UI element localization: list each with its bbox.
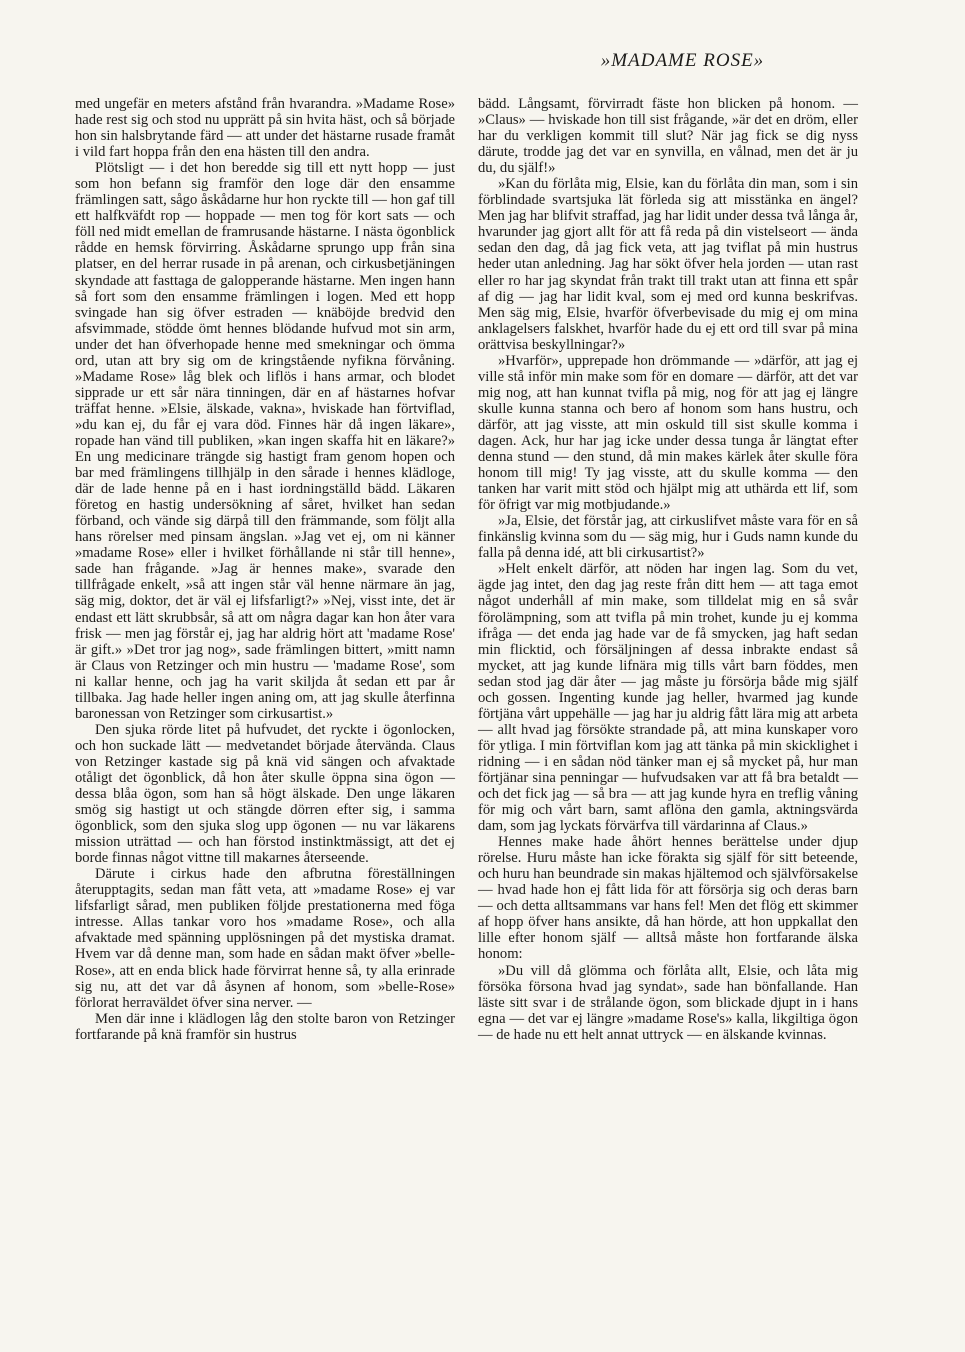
right-column: [478, 96, 858, 1043]
paragraph: »Helt enkelt därför, att nöden har ingen lag. Som du vet, ägde jag intet, den dag jag reste från ditt hem — att taga emot något underhåll af min make, som tilldelat mig en så svår förolämpning, som att tvifla på min trohet, kunde ju ej komma ifråga — det enda jag hade var de få smycken, jag haft sedan min flicktid, och försäljningen af dessa inbrakte endast så mycket, att jag kunde lifnära mig tills vårt barn föddes, men sedan stod jag där åter — jag måste ju försörja både mig själf och gossen. Ingenting kunde jag heller, hvarmed jag kunde förtjäna vårt uppehälle — jag har ju aldrig fått lära mig att arbeta — allt hvad jag försökte strandade på, att mina kunskaper voro för ytliga. I min förtviflan kom jag att tänka på min skicklighet i ridning — i en sådan nöd tänker man ej så mycket på, hur man förtjänar sina penningar — hufvudsaken var att få bra betaldt — och det fick jag — så bra — att jag kunde hyra en treflig våning för mig och vårt barn, samt aflöna den gamla, aktningsvärda dam, som jag lyckats förvärfva till värdarinna af Claus.»: [478, 561, 858, 835]
paragraph: bädd. Långsamt, förvirradt fäste hon blicken på honom. — »Claus» — hviskade hon till sist frågande, »är det en dröm, eller har du verkligen kommit till slut? När jag fick se dig nyss därute, trodde jag det var en synvilla, en vålnad, men det är ju du, du själf!»: [478, 96, 858, 177]
paragraph: Därute i cirkus hade den afbrutna föreställningen återupptagits, sedan man fått veta, att »madame Rose» ej var lifsfarligt sårad, men publiken följde prestationerna med föga intresse. Allas tankar voro hos »madame Rose», och alla afvaktade med spänning upplösningen på det mystiska dramat. Hvem var då denne man, som hade en sådan makt öfver »belle-Rose», att en enda blick hade förvirrat henne så, ty alla erinrade sig nu, att det var då åsynen af honom, som »belle-Rose» förlorat herraväldet öfver sina nerver. —: [75, 866, 455, 1011]
paragraph: »Ja, Elsie, det förstår jag, att cirkuslifvet måste vara för en så finkänslig kvinna som du — säg mig, hur i Guds namn kunde du falla på denna idé, att bli cirkusartist?»: [478, 513, 858, 562]
paragraph: »Du vill då glömma och förlåta allt, Elsie, och låta mig försöka försona hvad jag syndat», sade han bönfallande. Han läste sitt svar i de strålande ögon, som blickade djupt in i hans egna — det var ej längre »madame Rose's» kalla, likgiltiga ögon — de hade nu ett helt annat uttryck — en älskande kvinnas.: [478, 962, 858, 1043]
paragraph: med ungefär en meters afstånd från hvarandra. »Madame Rose» hade rest sig och stod nu upprätt på sin hvita häst, och så började hon sin halsbrytande färd — att under det hästarne rusade framåt i vild fart hoppa från den ena hästen till den andra.: [75, 96, 455, 161]
paragraph: Plötsligt — i det hon beredde sig till ett nytt hopp — just som hon befann sig framför den loge där den ensamme främlingen satt, sågo åskådarne hur hon ryckte till — hon gaf till ett halfkväfdt rop — hoppade — men tog för kort sats — och föll ned midt emellan de framrusande hästarne. I nästa ögonblick rådde en hemsk förvirring. Åskådarne sprungo upp från sina platser, en del herrar rusade in på arenan, och cirkusbetjäningen skyndade att fasttaga de galopperande hästarne. Men ingen hann så fort som den ensamme främlingen i logen. Med ett hopp svingade han sig öfver estraden — knäböjde bredvid den afsvimmade, stödde ömt hennes blödande hufvud mot sin arm, under det han öfverhopade henne med smekningar och ömma ord, utan att bry sig om de kringstående nyfikna förvåning. »Madame Rose» låg blek och liflös i hans armar, och blodet sipprade ur ett sår nära tinningen, där en af hästarnes hofvar träffat henne. »Elsie, älskade, vakna», hviskade han förtviflad, »du kan ej, du får ej vara död. Finnes här då ingen läkare», ropade han vänd till publiken, »kan ingen skaffa hit en läkare?» En ung medicinare trängde sig hastigt fram genom hopen och bar med främlingens tillhjälp in den sårade i hennes klädloge, där de lade henne på en i hast iordningställd bädd. Läkaren företog en hastig undersökning af såret, hvilket han sedan förband, och vände sig därpå till den främmande, som följt alla hans rörelser med pinsam ängslan. »Jag vet ej, om ni känner »madame Rose» eller i hvilket förhållande ni står till henne», sade han frågande. »Jag är hennes make», svarade den tillfrågade enkelt, »så att ingen står väl henne närmare än jag, säg mig, doktor, det är väl ej lifsfarligt?» »Nej, visst inte, det är endast ett lätt skrubbsår, så att om några dagar kan hon åter vara frisk — men jag förstår ej, jag har aldrig hört att 'madame Rose' är gift.» »Det tror jag nog», sade främlingen bittert, »mitt namn är Claus von Retzinger och min hustru — 'madame Rose', som ni kallar henne, och jag ha varit skiljda åt sedan ett par år tillbaka. Jag hade heller ingen aning om, att jag skulle återfinna baronessan von Retzinger som cirkusartist.»: [75, 160, 455, 722]
page-header: [0, 50, 965, 72]
paragraph: Men där inne i klädlogen låg den stolte baron von Retzinger fortfarande på knä framför sin hustrus: [75, 1010, 455, 1043]
paragraph: »Kan du förlåta mig, Elsie, kan du förlåta din man, som i sin förblindade svartsjuka lät förleda sig att misstänka en ängel? Men jag har blifvit straffad, jag har lidit under dessa två långa år, hvarunder jag gjort allt för att få reda på din vistelseort — ända sedan den dag, då jag fick veta, att jag tviflat på min hustrus heder utan anledning. Jag har sökt öfver hela jorden — utan rast eller ro har jag skyndat från trakt till trakt utan att finna ett spår af dig — jag har lidit kval, som ej med ord kunna beskrifvas. Men säg mig, Elsie, hvarför öfverbevisade du mig ej om mina anklagelsers falskhet, hvarför hade du ej ett ord till svar på mina orättvisa beskyllningar?»: [478, 176, 858, 353]
running-title: »MADAME ROSE»: [600, 50, 765, 71]
left-column: [75, 96, 455, 1043]
paragraph: Hennes make hade åhört hennes berättelse under djup rörelse. Huru måste han icke förakta sig själf för sitt beteende, och huru han beundrade sin makas hjältemod och självförsakelse — hvad hade hon ej fått lida för att försörja sig och deras barn — och detta alltsammans var hans fel! Men det flög ett skimmer af hopp öfver hans ansikte, då han hörde, att hon uppkallat den lille efter honom själf — alltså måste hon fortfarande älska honom:: [478, 834, 858, 963]
paragraph: »Hvarför», upprepade hon drömmande — »därför, att jag ej ville stå inför min make som för en domare — därför, att det var mig nog, att han kunnat tvifla på mig, nog för att jag ej längre skulle kunna stanna och bero af honom som hans hustru, och därför, att jag visste, att min oskuld till sist skulle komma i dagen. Ack, hur har jag icke under dessa tunga år längtat efter denna stund — den stund, då min makes kärlek åter skulle föra honom till mig! Ty jag visste, att du skulle komma — den tanken har varit mitt stöd och hjälpt mig att uthärda ett lif, som för öfrigt var mig motbjudande.»: [478, 352, 858, 514]
paragraph: Den sjuka rörde litet på hufvudet, det ryckte i ögonlocken, och hon suckade lätt — medvetandet började återvända. Claus von Retzinger kastade sig på knä vid sängen och afvaktade otåligt det ögonblick, då hon åter skulle öppna sina ögon — dessa blåa ögon, som han så högt älskade. Den unge läkaren smög sig hastigt ut och stängde dörren efter sig, i samma ögonblick, som den sjuka slog upp ögonen — nu var läkarens mission uträttad — och han förstod instinktmässigt, att det ej borde finnas något vittne till makarnes återseende.: [75, 721, 455, 867]
